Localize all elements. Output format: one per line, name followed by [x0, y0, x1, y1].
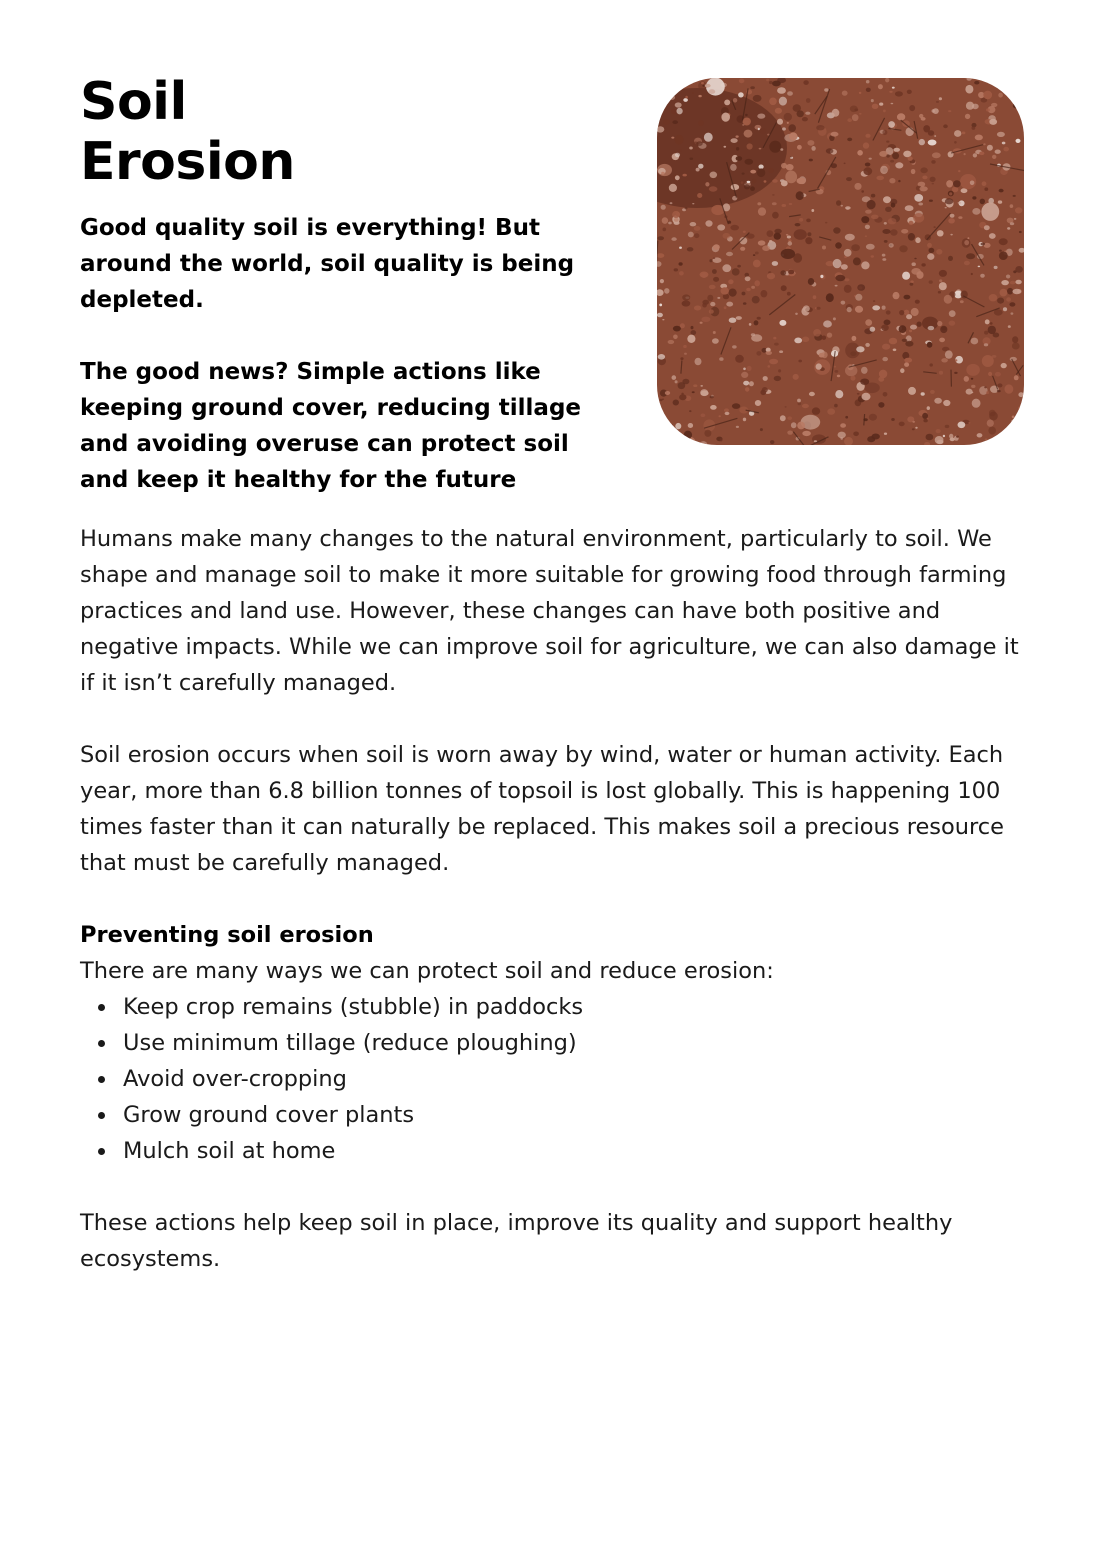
- soil-texture-image: [657, 78, 1024, 445]
- title-line-1: Soil: [80, 72, 187, 132]
- body-paragraph-2: Soil erosion occurs when soil is worn away by wind, water or human activity. Each year, more than 6.8 billion tonnes of topsoil is lost globally. This is happening 100 times faster than it can naturally be replaced. This makes soil a precious resource that must be carefully managed.: [80, 742, 1005, 876]
- title-line-2: Erosion: [80, 132, 295, 192]
- intro-section: [80, 210, 600, 498]
- list-item: Mulch soil at home: [123, 1133, 1040, 1169]
- list-item: Avoid over-cropping: [123, 1061, 1040, 1097]
- prevention-list: [80, 989, 1040, 1169]
- section-heading: Preventing soil erosion: [80, 922, 374, 948]
- list-item: Grow ground cover plants: [123, 1097, 1040, 1133]
- list-item: Use minimum tillage (reduce ploughing): [123, 1025, 1040, 1061]
- body-paragraph-1: Humans make many changes to the natural environment, particularly to soil. We shape and manage soil to make it more suitable for growing food through farming practices and land use. However, these changes can have both positive and negative impacts. While we can improve soil for agriculture, we can also damage it if it isn’t carefully managed.: [80, 526, 1019, 696]
- closing-paragraph: These actions help keep soil in place, improve its quality and support healthy ecosystems.: [80, 1210, 953, 1272]
- list-item: Keep crop remains (stubble) in paddocks: [123, 989, 1040, 1025]
- body-content: [80, 521, 1040, 1277]
- page-title: [80, 72, 295, 192]
- intro-paragraph-2: The good news? Simple actions like keeping ground cover, reducing tillage and avoiding overuse can protect soil and keep it healthy for the future: [80, 359, 582, 493]
- intro-paragraph-1: Good quality soil is everything! But around the world, soil quality is being depleted.: [80, 215, 575, 313]
- soil-photo: [657, 78, 1024, 445]
- list-intro: There are many ways we can protect soil and reduce erosion:: [80, 958, 774, 984]
